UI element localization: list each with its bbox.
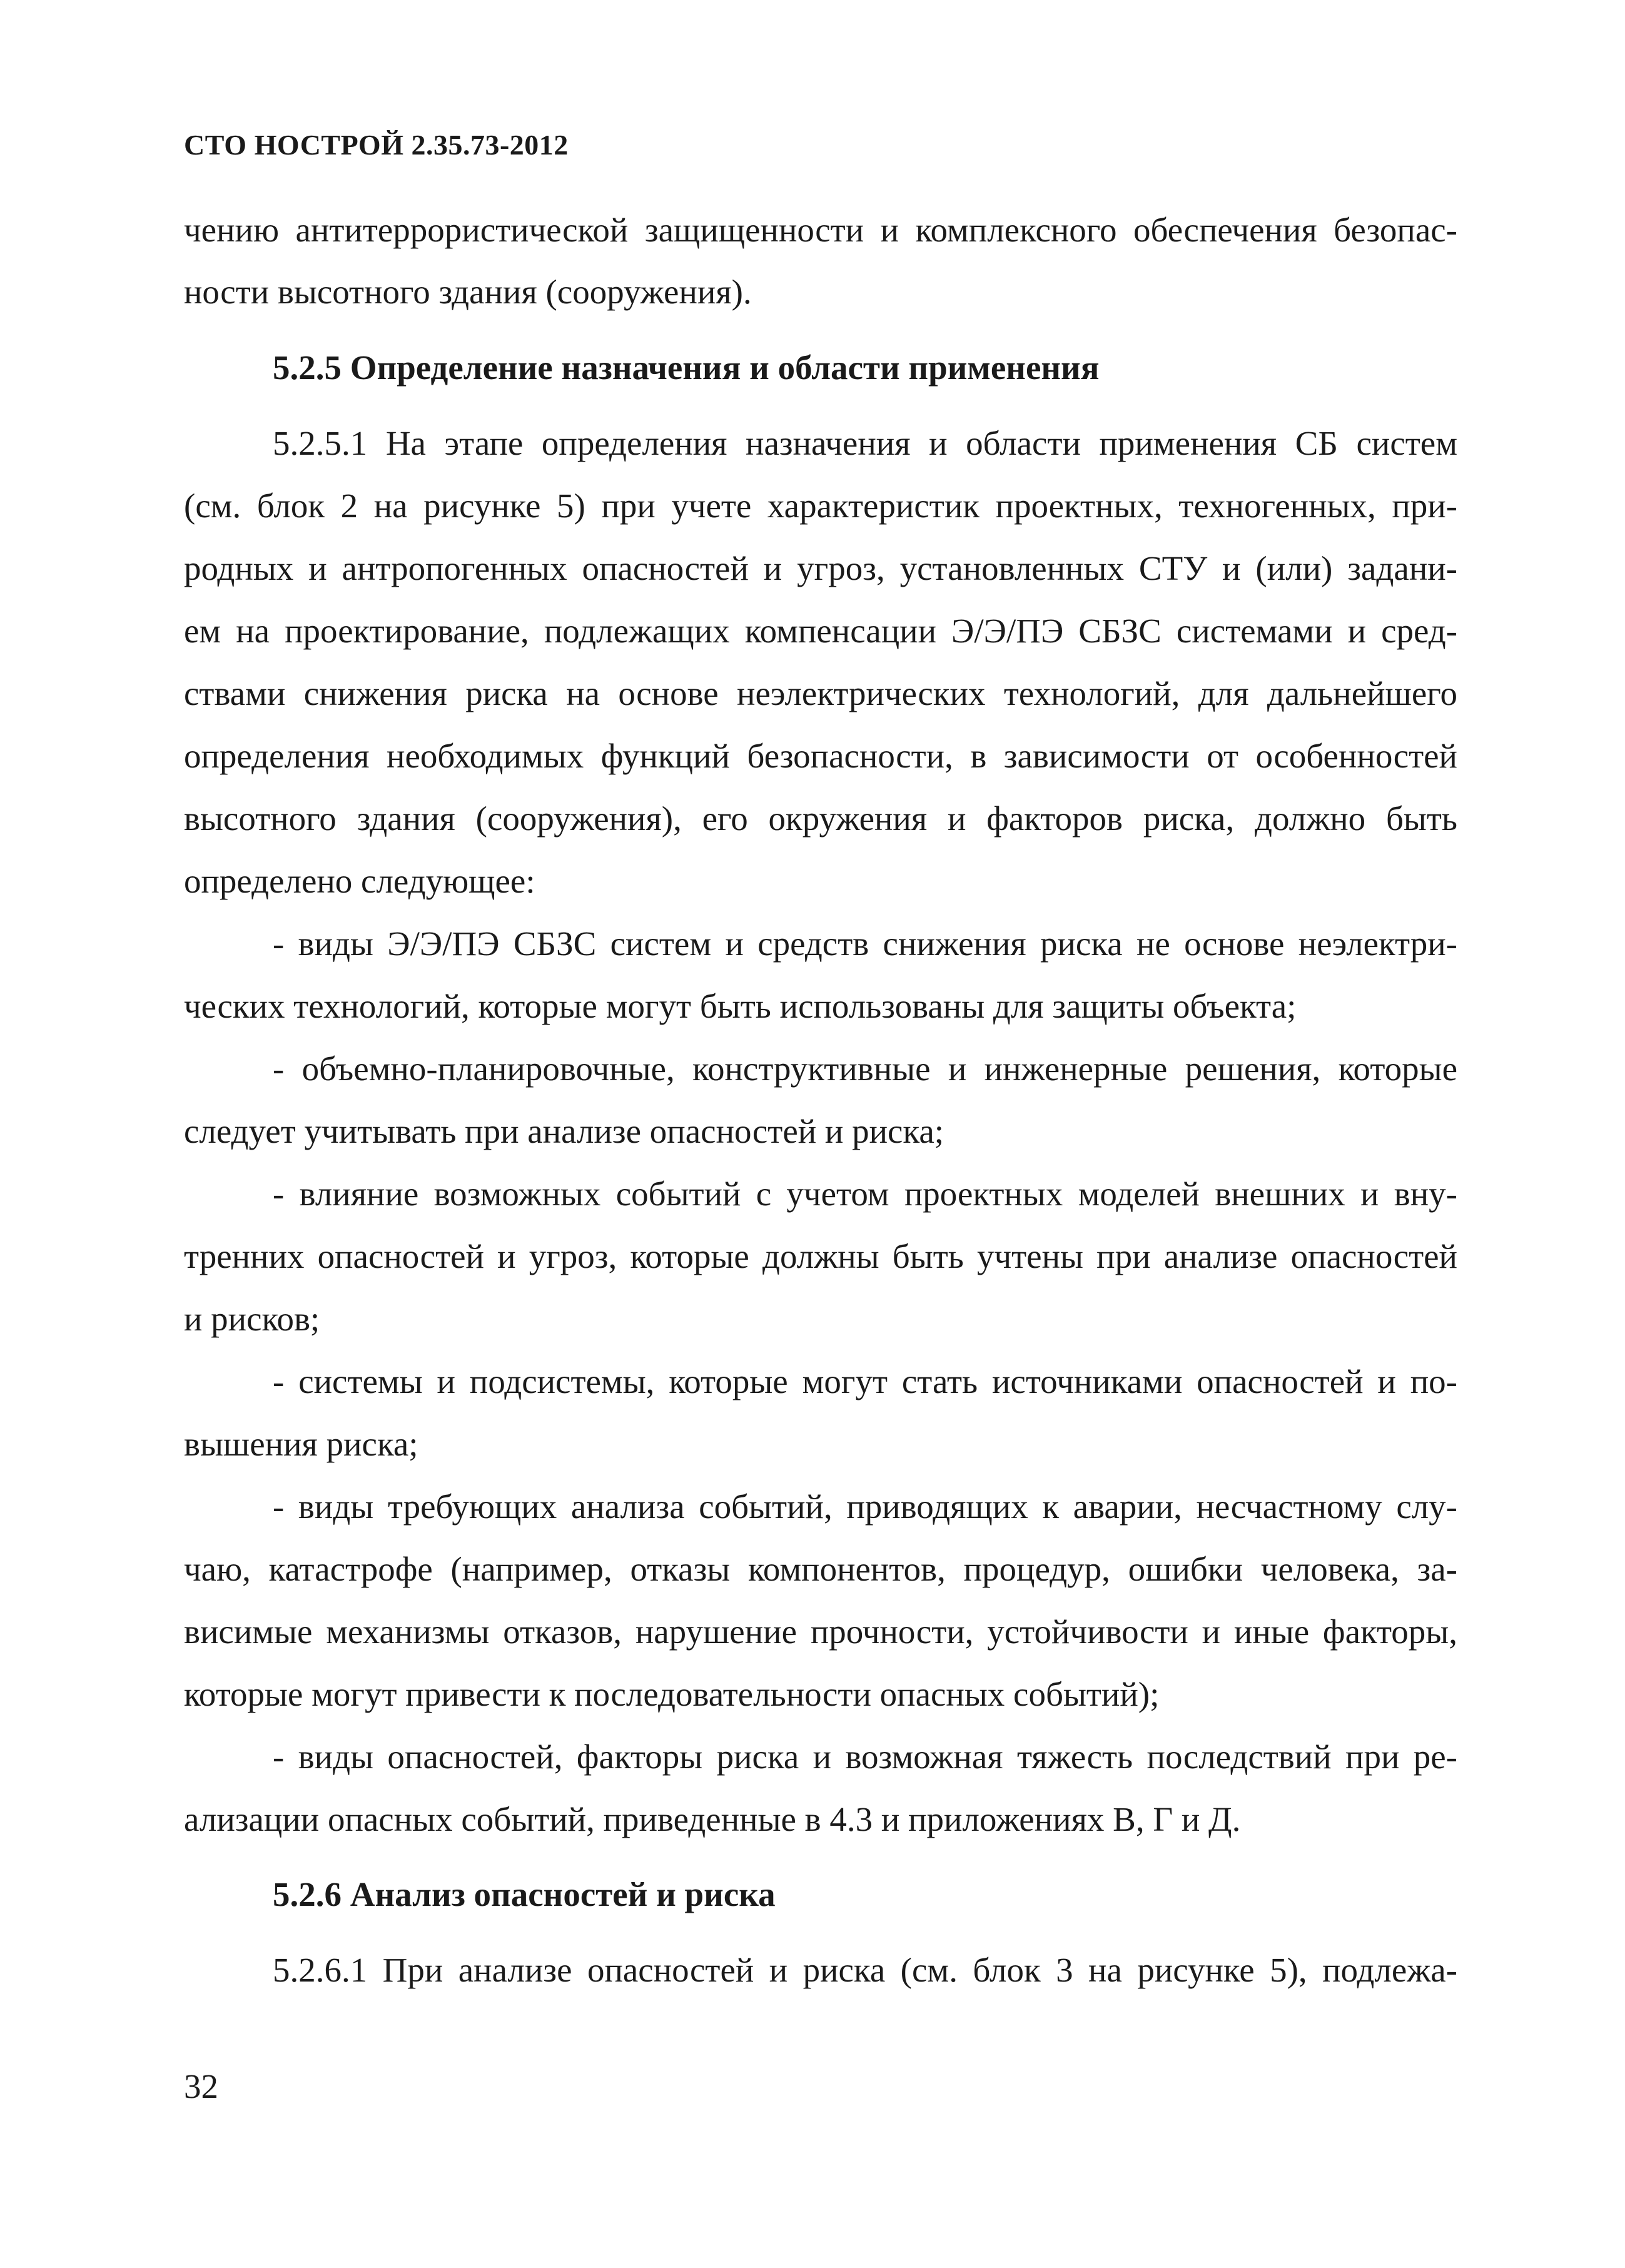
paragraph-line: ем на проектирование, подлежащих компенсации Э/Э/ПЭ СБЗС системами и сред- xyxy=(184,612,1457,650)
document-code-header: СТО НОСТРОЙ 2.35.73-2012 xyxy=(184,129,569,161)
page-number: 32 xyxy=(184,2067,218,2105)
list-item-line: следует учитывать при анализе опасностей и риска; xyxy=(184,1112,944,1150)
text-line: ности высотного здания (сооружения). xyxy=(184,273,752,311)
section-heading-5-2-6: 5.2.6 Анализ опасностей и риска xyxy=(273,1875,776,1913)
list-item-line: - влияние возможных событий с учетом проектных моделей внешних и вну- xyxy=(273,1175,1457,1213)
paragraph-line: определено следующее: xyxy=(184,862,535,900)
section-heading-5-2-5: 5.2.5 Определение назначения и области применения xyxy=(273,348,1100,387)
paragraph-line: родных и антропогенных опасностей и угроз, установленных СТУ и (или) задани- xyxy=(184,549,1457,587)
list-item-line: которые могут привести к последовательности опасных событий); xyxy=(184,1675,1160,1713)
list-item-line: чаю, катастрофе (например, отказы компонентов, процедур, ошибки человека, за- xyxy=(184,1550,1457,1588)
list-item-line: висимые механизмы отказов, нарушение прочности, устойчивости и иные факторы, xyxy=(184,1612,1457,1651)
list-item-line: - виды Э/Э/ПЭ СБЗС систем и средств снижения риска не основе неэлектри- xyxy=(273,924,1457,963)
list-item-line: - объемно-планировочные, конструктивные и инженерные решения, которые xyxy=(273,1050,1457,1088)
list-item-line: - виды требующих анализа событий, приводящих к аварии, несчастному слу- xyxy=(273,1487,1457,1526)
list-item-line: ческих технологий, которые могут быть использованы для защиты объекта; xyxy=(184,987,1297,1025)
list-item-line: - системы и подсистемы, которые могут стать источниками опасностей и по- xyxy=(273,1362,1457,1400)
list-item-line: тренних опасностей и угроз, которые должны быть учтены при анализе опасностей xyxy=(184,1237,1457,1275)
paragraph-line: 5.2.6.1 При анализе опасностей и риска (см. блок 3 на рисунке 5), подлежа- xyxy=(273,1951,1457,1989)
text-line: чению антитеррористической защищенности и комплексного обеспечения безопас- xyxy=(184,211,1457,249)
list-item-line: ализации опасных событий, приведенные в 4.3 и приложениях В, Г и Д. xyxy=(184,1800,1241,1838)
paragraph-line: 5.2.5.1 На этапе определения назначения и области применения СБ систем xyxy=(273,424,1457,462)
list-item-line: и рисков; xyxy=(184,1300,320,1338)
paragraph-line: (см. блок 2 на рисунке 5) при учете характеристик проектных, техногенных, при- xyxy=(184,487,1457,525)
paragraph-line: высотного здания (сооружения), его окружения и факторов риска, должно быть xyxy=(184,799,1457,838)
list-item-line: - виды опасностей, факторы риска и возможная тяжесть последствий при ре- xyxy=(273,1738,1457,1776)
paragraph-line: определения необходимых функций безопасности, в зависимости от особенностей xyxy=(184,737,1457,775)
list-item-line: вышения риска; xyxy=(184,1425,418,1463)
paragraph-line: ствами снижения риска на основе неэлектрических технологий, для дальнейшего xyxy=(184,674,1457,712)
